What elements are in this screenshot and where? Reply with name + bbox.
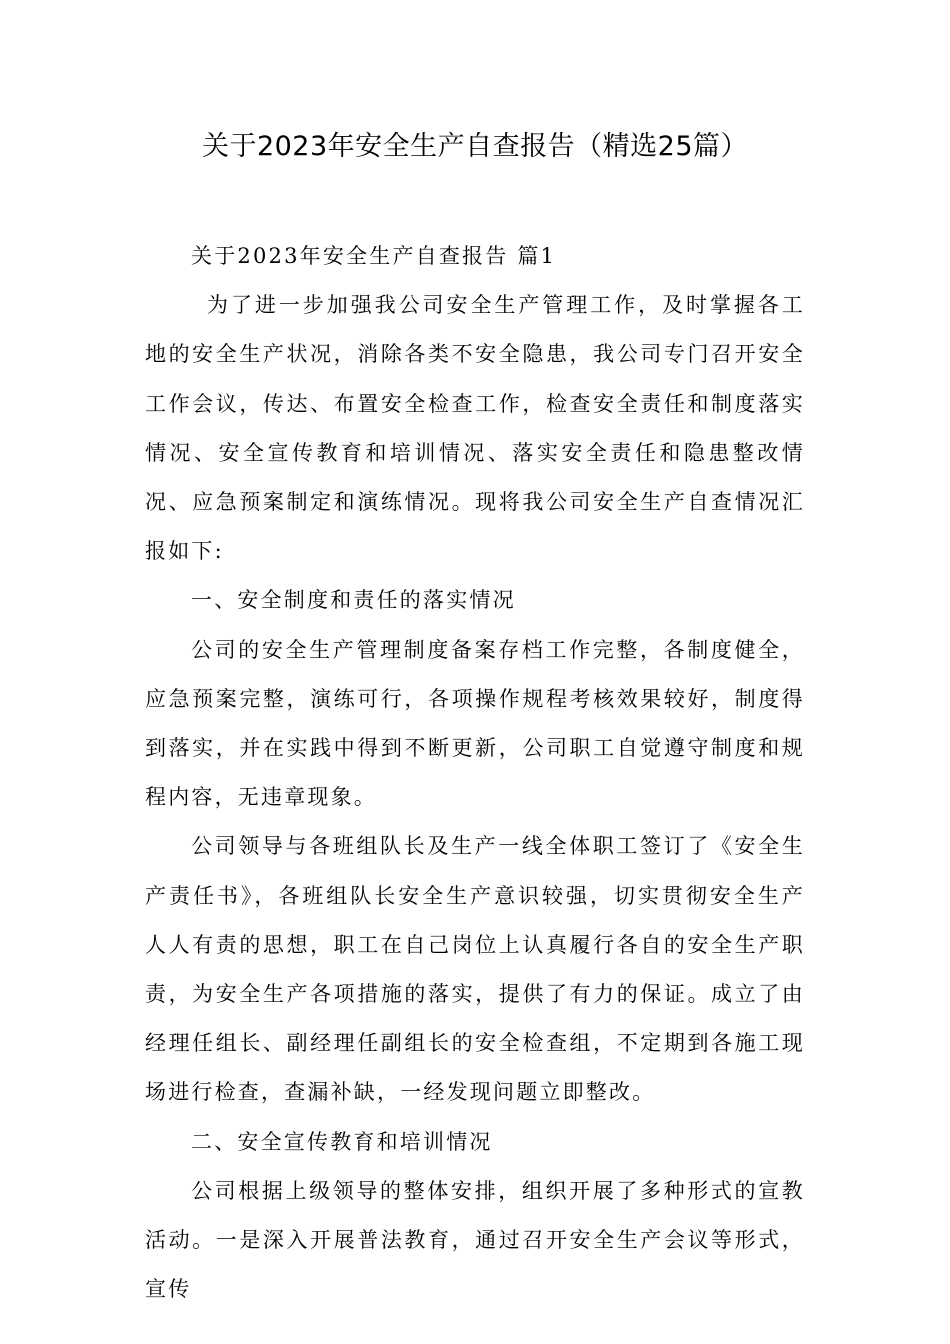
paragraph: 公司的安全生产管理制度备案存档工作完整，各制度健全，应急预案完整，演练可行，各项操作规程考核效果较好，制度得到落实，并在实践中得到不断更新，公司职工自觉遵守制度和规程内容，无违章现象。 xyxy=(145,637,805,810)
paragraph: 公司根据上级领导的整体安排，组织开展了多种形式的宣教活动。一是深入开展普法教育，通过召开安全生产会议等形式，宣传 xyxy=(145,1178,805,1302)
intro-paragraph: 为了进一步加强我公司安全生产管理工作，及时掌握各工地的安全生产状况，消除各类不安全隐患，我公司专门召开安全工作会议，传达、布置安全检查工作，检查安全责任和制度落实情况、安全宣传教育和培训情况、落实安全责任和隐患整改情况、应急预案制定和演练情况。现将我公司安全生产自查情况汇报如下: xyxy=(145,293,805,564)
section-heading-2: 二、安全宣传教育和培训情况 xyxy=(191,1129,493,1154)
document-title: 关于2023年安全生产自查报告（精选25篇） xyxy=(201,131,749,162)
article-heading: 关于2023年安全生产自查报告 篇1 xyxy=(191,244,557,268)
document-body xyxy=(145,232,805,1314)
section-heading-1: 一、安全制度和责任的落实情况 xyxy=(191,588,516,613)
paragraph: 公司领导与各班组队长及生产一线全体职工签订了《安全生产责任书》，各班组队长安全生产意识较强，切实贯彻安全生产人人有责的思想，职工在自己岗位上认真履行各自的安全生产职责，为安全生产各项措施的落实，提供了有力的保证。成立了由经理任组长、副经理任副组长的安全检查组，不定期到各施工现场进行检查，查漏补缺，一经发现问题立即整改。 xyxy=(145,834,805,1105)
